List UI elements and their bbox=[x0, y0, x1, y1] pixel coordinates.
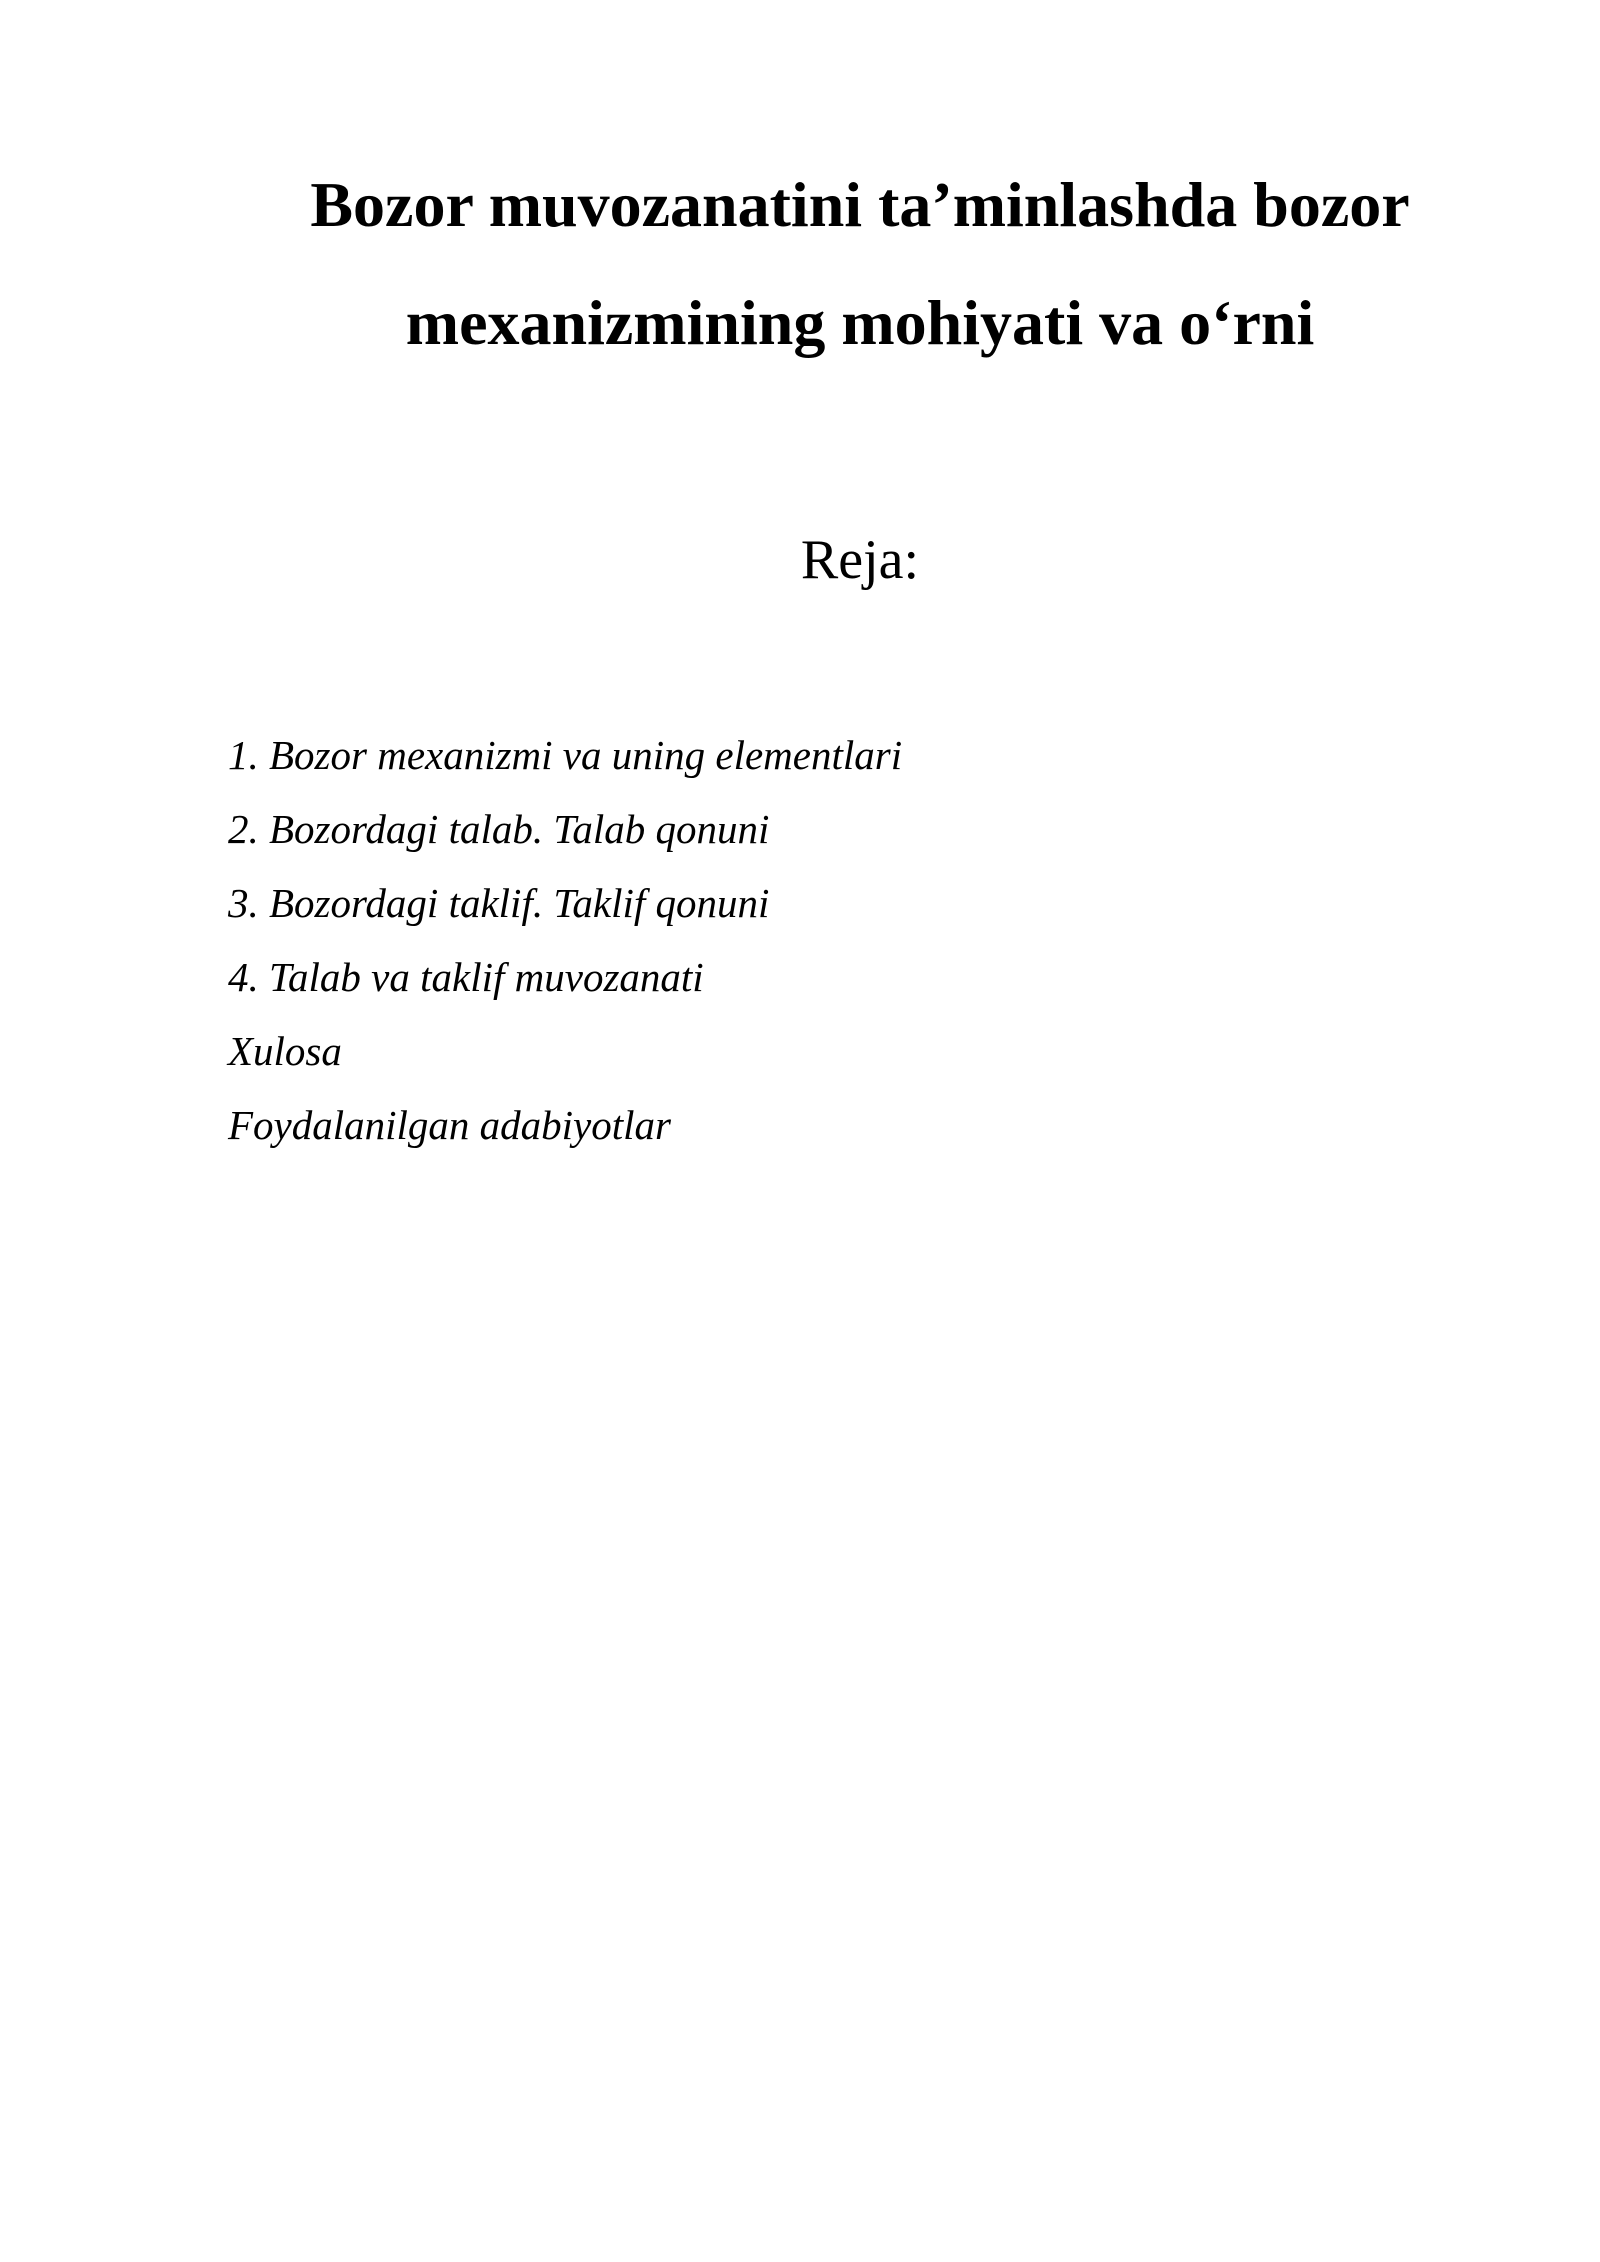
document-title bbox=[200, 146, 1520, 382]
plan-item: 1. Bozor mexanizmi va uning elementlari bbox=[228, 732, 903, 778]
plan-item: 3. Bozordagi taklif. Taklif qonuni bbox=[228, 880, 770, 926]
plan-item: Xulosa bbox=[228, 1028, 342, 1074]
plan-item: 2. Bozordagi talab. Talab qonuni bbox=[228, 806, 770, 852]
plan-item: 4. Talab va taklif muvozanati bbox=[228, 954, 704, 1000]
title-line-2: mexanizmining mohiyati va o‘rni bbox=[405, 287, 1315, 358]
plan-heading: Reja: bbox=[800, 529, 920, 591]
plan-item: Foydalanilgan adabiyotlar bbox=[228, 1102, 671, 1148]
plan-list bbox=[228, 718, 1428, 1162]
title-line-1: Bozor muvozanatini ta’minlashda bozor bbox=[310, 169, 1410, 240]
